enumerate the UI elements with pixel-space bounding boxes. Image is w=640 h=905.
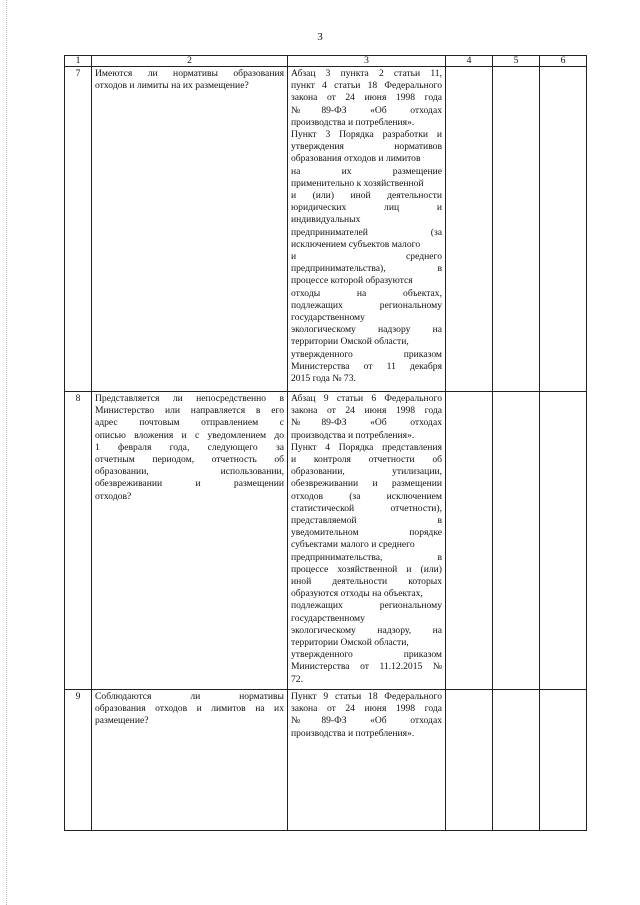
basis-line: государственному bbox=[291, 312, 365, 324]
basis-line: процессе которой образуются bbox=[291, 275, 413, 287]
question-line: адрес почтовым отправлением с bbox=[95, 417, 284, 429]
page-number: 3 bbox=[317, 31, 323, 43]
basis-line: Абзац 3 пункта 2 статьи 11, bbox=[291, 68, 442, 79]
basis-line: исключением субъектов малого bbox=[291, 238, 421, 250]
basis-line: закона от 24 июня 1998 года bbox=[291, 405, 442, 417]
legal-basis-cell bbox=[288, 690, 446, 831]
basis-line: экологическому надзору, на bbox=[291, 624, 442, 636]
question-line: Представляется ли непосредственно в bbox=[95, 393, 284, 404]
basis-line: предпринимателей (за bbox=[291, 226, 442, 238]
basis-line: Министерства от 11 декабря bbox=[291, 360, 442, 372]
basis-line: представляемой в bbox=[291, 515, 442, 527]
basis-line: предпринимательства, в bbox=[291, 551, 442, 563]
col6-cell bbox=[540, 392, 587, 690]
col5-cell bbox=[493, 392, 540, 690]
basis-line: применительно к хозяйственной bbox=[291, 177, 424, 189]
basis-line: образовании, утилизации, bbox=[291, 466, 442, 478]
basis-line: 72. bbox=[291, 673, 303, 685]
basis-line: Пункт 9 статьи 18 Федерального bbox=[291, 691, 442, 702]
basis-line: утверждения нормативов bbox=[291, 141, 442, 153]
col5-cell bbox=[493, 690, 540, 831]
basis-line: образования отходов и лимитов bbox=[291, 153, 421, 165]
col-header-2: 2 bbox=[92, 56, 288, 67]
question-line: 1 февраля года, следующего за bbox=[95, 441, 284, 453]
question-line: Имеются ли нормативы образования bbox=[95, 68, 284, 79]
basis-line: производства и потребления». bbox=[291, 727, 415, 739]
col-header-1: 1 bbox=[65, 56, 92, 67]
col-header-6: 6 bbox=[540, 56, 587, 67]
col6-cell bbox=[540, 67, 587, 392]
row-number: 9 bbox=[65, 690, 92, 831]
question-line: отчетным периодом, отчетность об bbox=[95, 454, 284, 466]
basis-line: на их размещение bbox=[291, 165, 442, 177]
col5-cell bbox=[493, 67, 540, 392]
basis-line: Пункт 4 Порядка представления bbox=[291, 441, 442, 453]
basis-line: и (или) иной деятельности bbox=[291, 190, 442, 202]
basis-line: Абзац 9 статьи 6 Федерального bbox=[291, 393, 442, 404]
basis-line: №89-ФЗ «Об отходах bbox=[291, 417, 442, 429]
basis-line: иной деятельности которых bbox=[291, 576, 442, 588]
question-line: образовании, использовании, bbox=[95, 466, 284, 478]
basis-line: утвержденного приказом bbox=[291, 348, 442, 360]
basis-line: субъектами малого и среднего bbox=[291, 539, 415, 551]
basis-line: и контроля отчетности об bbox=[291, 454, 442, 466]
col-header-4: 4 bbox=[446, 56, 493, 67]
basis-line: №89-ФЗ «Об отходах bbox=[291, 715, 442, 727]
row-number: 8 bbox=[65, 392, 92, 690]
basis-line: подлежащих региональному bbox=[291, 600, 442, 612]
basis-line: отходов (за исключением bbox=[291, 490, 442, 502]
question-line: Министерство или направляется в его bbox=[95, 405, 284, 417]
question-line: Соблюдаются ли нормативы bbox=[95, 691, 284, 702]
question-line: описью вложения и с уведомлением до bbox=[95, 429, 284, 441]
basis-line: утвержденного приказом bbox=[291, 649, 442, 661]
basis-line: территории Омской области, bbox=[291, 336, 409, 348]
legal-basis-cell bbox=[288, 392, 446, 690]
basis-line: обезвреживании и размещении bbox=[291, 478, 442, 490]
table-row bbox=[65, 67, 587, 392]
basis-line: предпринимательства), в bbox=[291, 263, 442, 275]
col6-cell bbox=[540, 690, 587, 831]
col4-cell bbox=[446, 67, 493, 392]
table-row bbox=[65, 690, 587, 831]
basis-line: юридических лиц и bbox=[291, 202, 442, 214]
legal-basis-cell bbox=[288, 67, 446, 392]
question-line: обезвреживании и размещении bbox=[95, 478, 284, 490]
basis-line: государственному bbox=[291, 612, 365, 624]
question-cell bbox=[92, 392, 288, 690]
question-cell bbox=[92, 690, 288, 831]
basis-line: отходы на объектах, bbox=[291, 287, 442, 299]
scan-edge-dotted-line bbox=[6, 0, 7, 905]
basis-line: производства и потребления». bbox=[291, 429, 415, 441]
basis-line: подлежащих региональному bbox=[291, 299, 442, 311]
basis-line: процессе хозяйственной и (или) bbox=[291, 563, 442, 575]
question-line: размещение? bbox=[95, 715, 149, 727]
basis-line: №89-ФЗ «Об отходах bbox=[291, 104, 442, 116]
col-header-3: 3 bbox=[288, 56, 446, 67]
table-row bbox=[65, 392, 587, 690]
question-line: отходов? bbox=[95, 490, 132, 502]
basis-line: Пункт 3 Порядка разработки и bbox=[291, 129, 442, 141]
basis-line: образуются отходы на объектах, bbox=[291, 588, 423, 600]
row-number: 7 bbox=[65, 67, 92, 392]
column-number-header-row bbox=[65, 56, 587, 67]
question-cell bbox=[92, 67, 288, 392]
question-line: отходов и лимиты на их размещение? bbox=[95, 80, 249, 92]
basis-line: закона от 24 июня 1998 года bbox=[291, 92, 442, 104]
checklist-table bbox=[64, 55, 587, 831]
basis-line: экологическому надзору на bbox=[291, 324, 442, 336]
basis-line: Министерства от 11.12.2015 № bbox=[291, 661, 442, 673]
basis-line: территории Омской области, bbox=[291, 637, 409, 649]
col4-cell bbox=[446, 392, 493, 690]
basis-line: пункт 4 статьи 18 Федерального bbox=[291, 80, 442, 92]
basis-line: статистической отчетности), bbox=[291, 502, 442, 514]
question-line: образования отходов и лимитов на их bbox=[95, 703, 284, 715]
basis-line: индивидуальных bbox=[291, 214, 361, 226]
basis-line: закона от 24 июня 1998 года bbox=[291, 703, 442, 715]
basis-line: уведомительном порядке bbox=[291, 527, 442, 539]
col4-cell bbox=[446, 690, 493, 831]
basis-line: производства и потребления». bbox=[291, 116, 415, 128]
col-header-5: 5 bbox=[493, 56, 540, 67]
basis-line: 2015 года № 73. bbox=[291, 373, 356, 385]
basis-line: и среднего bbox=[291, 251, 442, 263]
